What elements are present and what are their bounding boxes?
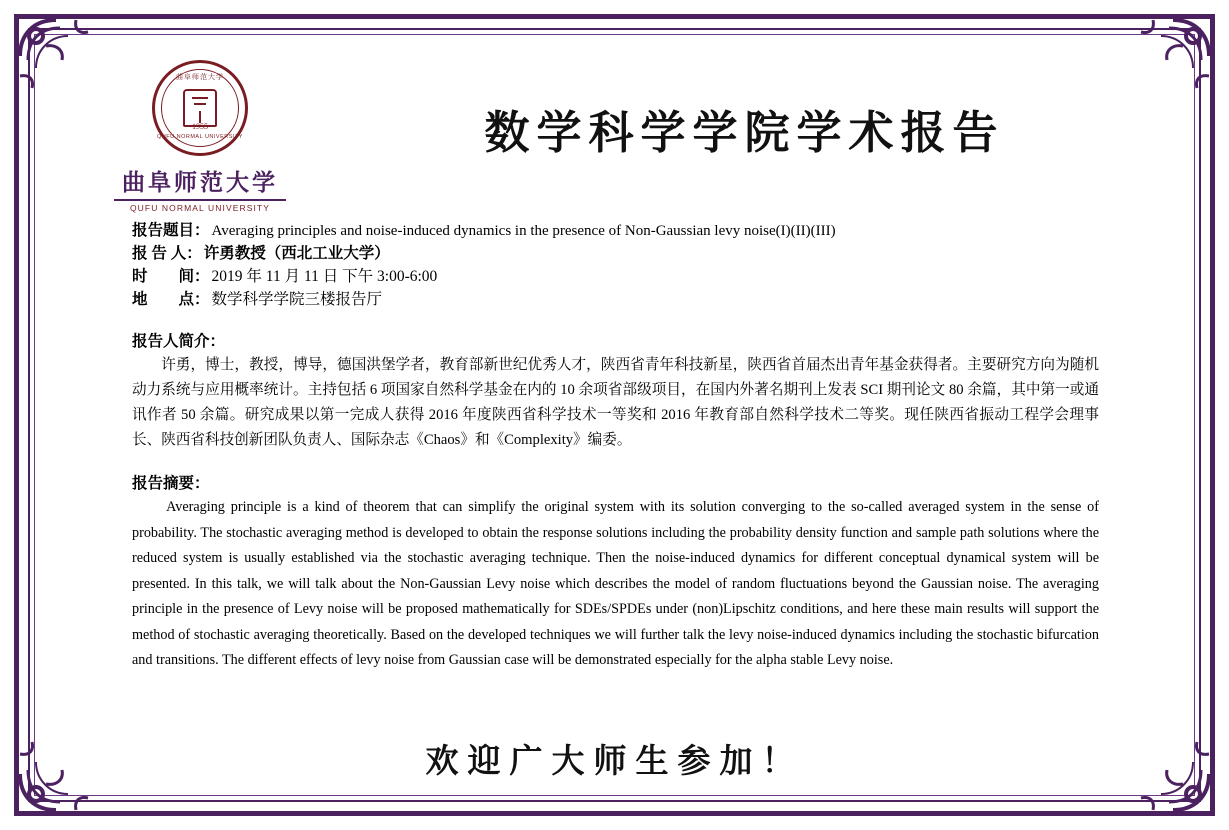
poster-header <box>44 44 1185 213</box>
abstract-heading: 报告摘要： <box>132 475 210 492</box>
meta-row-topic <box>132 220 1099 242</box>
page-title: 数学科学学院学术报告 <box>484 108 1005 158</box>
university-name-cn: 曲阜师范大学 <box>122 170 278 195</box>
meta-row-time <box>132 266 1099 288</box>
bio-text: 许勇，博士，教授，博导，德国洪堡学者，教育部新世纪优秀人才，陕西省青年科技新星，陕西省首届杰出青年基金获得者。主要研究方向为随机动力系统与应用概率统计。主持包括 6 项国家自然科学基金在内的 10 余项省部级项目，在国内外著名期刊上发表 SCI 期刊论文 80 余篇，其中第一或通讯作者 50 余篇。研究成果以第一完成人获得 2016 年度陕西省科学技术一等奖和 2016 年教育部自然科学技术二等奖。现任陕西省振动工程学会理事长、陕西省科技创新团队负责人、国际杂志《Chaos》和《Complexity》编委。 <box>132 357 1099 448</box>
university-logo <box>100 60 300 213</box>
bio-heading: 报告人简介： <box>132 333 226 350</box>
poster-content <box>132 220 1099 740</box>
abstract-text: Averaging principle is a kind of theorem that can simplify the original system with its solution converging to the so-called averaged system in the sense of probability. The stochastic averaging method is developed to obtain the response solutions including the probability density function and sample path solutions where the reduced system is usually established via the stochastic averaging technique. Then the noise-induced dynamics for different conceptual dynamical system will be presented. In this talk, we will talk about the Non-Gaussian Levy noise which describes the model of random fluctuations beyond the Gaussian noise. The averaging principle in the presence of Levy noise will be proposed mathematically for SDEs/SPDEs under (non)Lipschitz conditions, and here these main results will support the method of stochastic averaging theoretically. Based on the developed techniques we will further talk the levy noise-induced dynamics including the stochastic bifurcation and transitions. The different effects of levy noise from Gaussian case will be demonstrated especially for the alpha stable Levy noise. <box>132 499 1099 668</box>
meta-colon-topic: ： <box>194 222 210 239</box>
meta-value-speaker: 许勇教授（西北工业大学） <box>203 245 390 262</box>
meta-colon-time: ： <box>194 268 210 285</box>
seal-bottom-text: QUFU NORMAL UNIVERSITY <box>157 134 243 140</box>
meta-label-time: 时 间 <box>132 268 195 285</box>
meta-label-location: 地 点 <box>132 291 195 308</box>
logo-divider <box>114 199 286 201</box>
meta-label-topic: 报告题目 <box>132 222 195 239</box>
university-name-en: QUFU NORMAL UNIVERSITY <box>129 203 271 213</box>
meta-row-speaker <box>132 243 1099 265</box>
meta-colon-speaker: ： <box>186 245 202 262</box>
meta-row-location <box>132 289 1099 311</box>
seal-year: 1955 <box>192 122 208 131</box>
meta-value-location: 数学科学学院三楼报告厅 <box>211 291 383 308</box>
welcome-message: 欢迎广大师生参加！ <box>425 744 804 780</box>
meta-value-topic: Averaging principles and noise-induced dynamics in the presence of Non-Gaussian levy noise(I)(II)(III) <box>211 223 836 239</box>
university-seal-icon <box>152 60 248 156</box>
seal-top-text: 曲阜师范大学 <box>176 74 224 81</box>
meta-label-speaker: 报 告 人 <box>132 245 187 262</box>
meta-value-time: 2019 年 11 月 11 日 下午 3:00-6:00 <box>211 268 438 285</box>
meta-colon-location: ： <box>194 291 210 308</box>
